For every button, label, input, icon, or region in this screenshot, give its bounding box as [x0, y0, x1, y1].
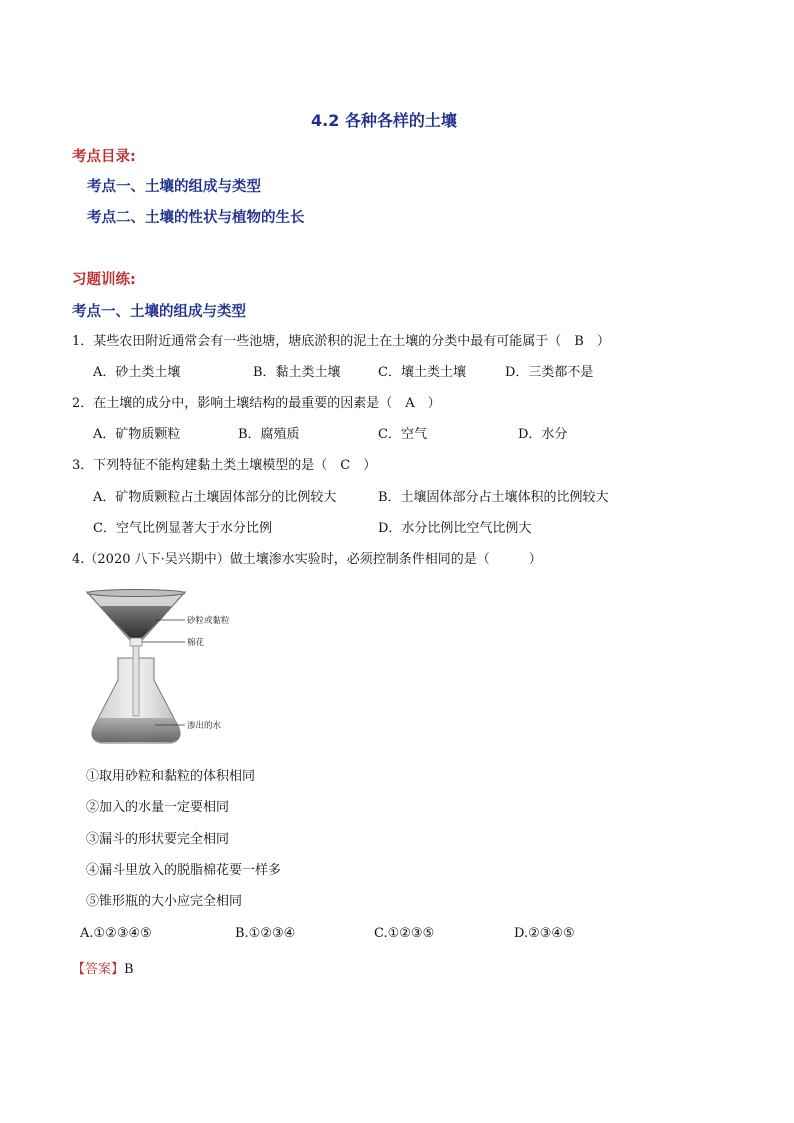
question-3-option-a: A．矿物质颗粒占土壤固体部分的比例较大 — [93, 490, 337, 505]
practice-heading: 习题训练: — [72, 272, 136, 288]
question-1-stem: 1．某些农田附近通常会有一些池塘，塘底淤积的泥土在土壤的分类中最有可能属于（ B ） — [72, 334, 610, 349]
toc-item-1: 考点一、土壤的组成与类型 — [87, 179, 261, 195]
question-4-option-b: B.①②③④ — [235, 926, 296, 941]
question-4-option-c: C.①②③⑤ — [374, 926, 435, 941]
question-2-option-d: D．水分 — [518, 427, 568, 442]
funnel-flask-illustration — [85, 588, 265, 758]
question-2-option-c: C．空气 — [378, 427, 427, 442]
question-2-option-a: A．矿物质颗粒 — [93, 427, 181, 442]
question-1-option-d: D．三类都不是 — [505, 365, 594, 380]
section-title: 考点一、土壤的组成与类型 — [72, 304, 246, 320]
question-4-stem: 4.（2020 八下·吴兴期中）做土壤渗水实验时，必须控制条件相同的是（ ） — [72, 552, 542, 567]
question-3-option-d: D．水分比例比空气比例大 — [378, 521, 532, 536]
condition-4: ④漏斗里放入的脱脂棉花要一样多 — [86, 863, 282, 878]
page-title: 4.2 各种各样的土壤 — [311, 111, 457, 130]
condition-3: ③漏斗的形状要完全相同 — [86, 832, 230, 847]
toc-item-2: 考点二、土壤的性状与植物的生长 — [87, 210, 305, 226]
condition-1: ①取用砂粒和黏粒的体积相同 — [86, 769, 256, 784]
question-1-option-c: C．壤土类土壤 — [378, 365, 466, 380]
question-1-option-a: A．砂土类土壤 — [93, 365, 181, 380]
question-2-stem: 2．在土壤的成分中，影响土壤结构的最重要的因素是（ A ） — [72, 396, 441, 411]
question-3-option-c: C．空气比例显著大于水分比例 — [93, 521, 272, 536]
figure-label-water: 渗出的水 — [187, 721, 222, 731]
answer-line — [72, 958, 134, 978]
toc-heading: 考点目录: — [72, 149, 136, 165]
question-4-option-d: D.②③④⑤ — [514, 926, 575, 941]
question-2-option-b: B．腐殖质 — [238, 427, 300, 442]
question-4-option-a: A.①②③④⑤ — [80, 926, 152, 941]
experiment-figure — [85, 588, 265, 758]
question-3-option-b: B．土壤固体部分占土壤体积的比例较大 — [378, 490, 609, 505]
answer-label: 【答案】 — [72, 962, 125, 977]
condition-2: ②加入的水量一定要相同 — [86, 800, 230, 815]
figure-label-cotton: 棉花 — [187, 638, 205, 648]
answer-value: B — [124, 962, 134, 977]
question-3-stem: 3．下列特征不能构建黏土类土壤模型的是（ C ） — [72, 458, 377, 473]
figure-label-soil: 砂粒或黏粒 — [187, 616, 230, 626]
question-1-option-b: B．黏土类土壤 — [253, 365, 341, 380]
condition-5: ⑤锥形瓶的大小应完全相同 — [86, 894, 243, 909]
